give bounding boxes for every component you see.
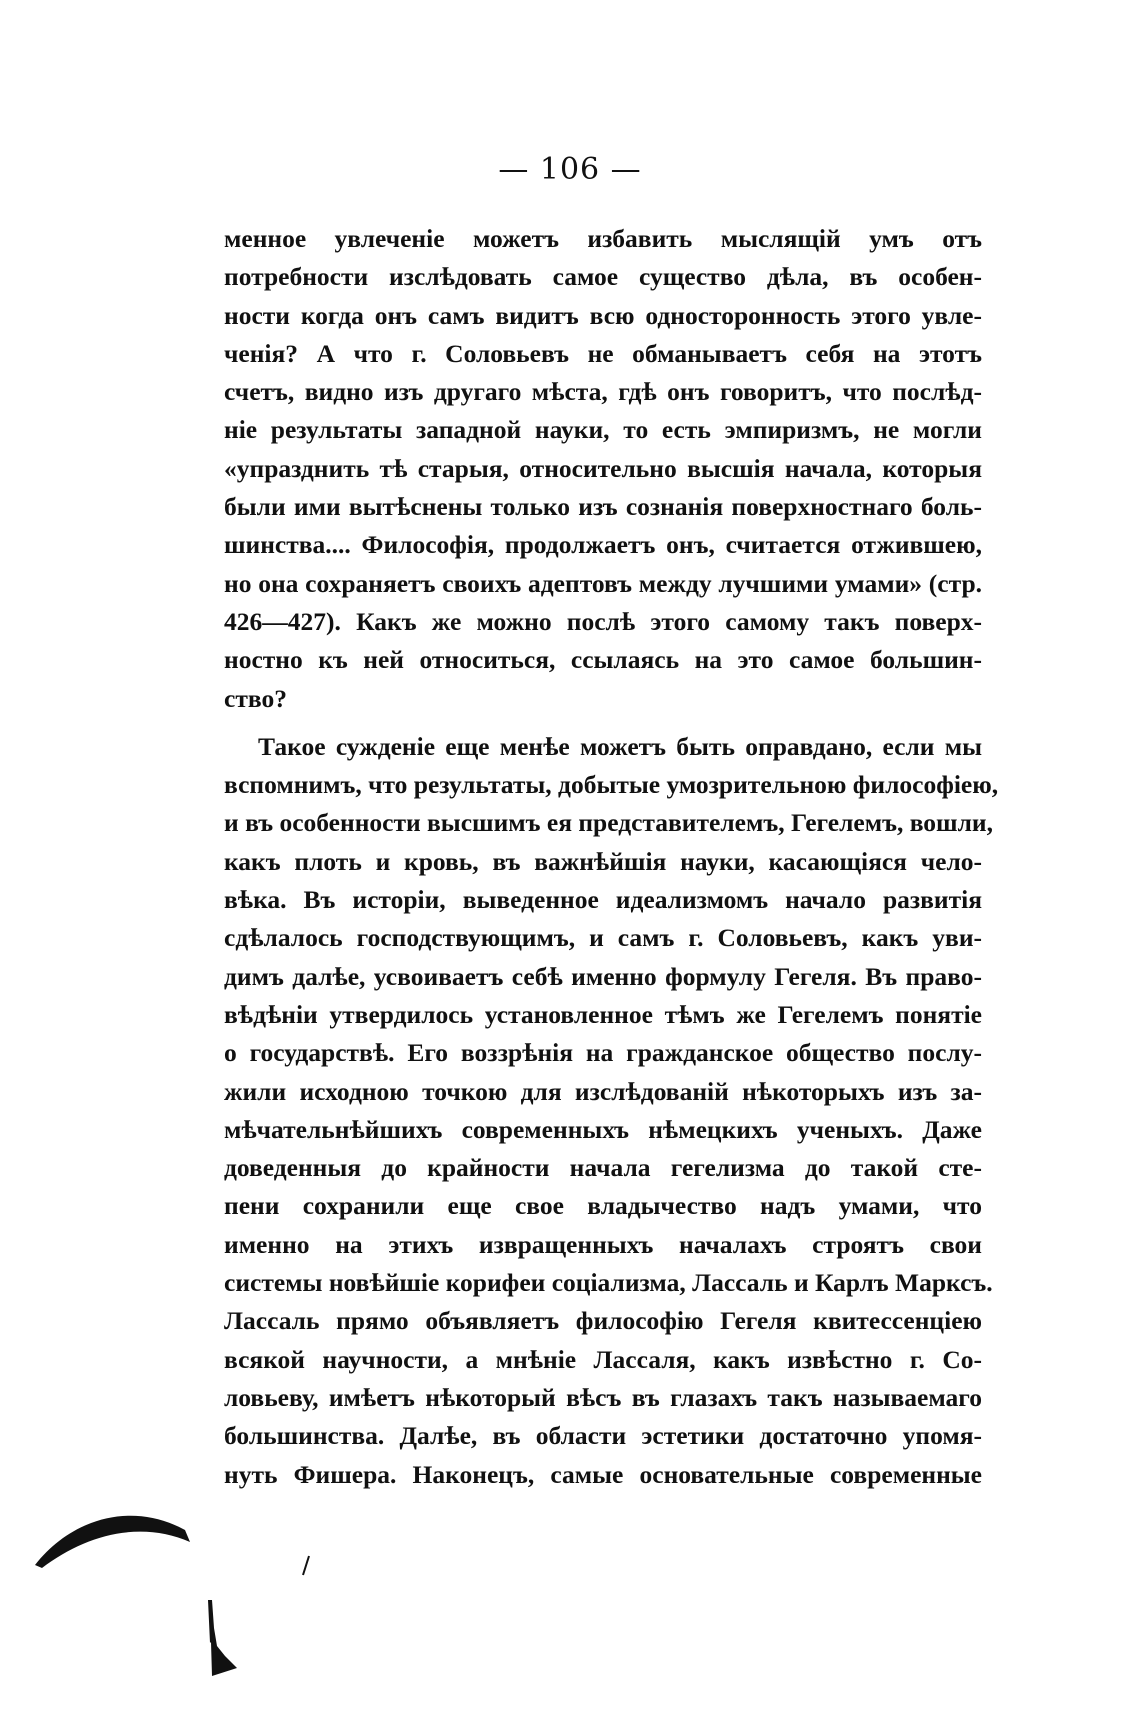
text-line: были ими вытѣснены только изъ сознанія поверхностнаго боль-: [224, 492, 982, 522]
text-line: о государствѣ. Его воззрѣнія на гражданское общество послу-: [224, 1038, 982, 1068]
text-line: Такое сужденіе еще менѣе можетъ быть оправдано, если мы: [258, 731, 982, 761]
text-line: но она сохраняетъ своихъ адептовъ между лучшими умами» (стр.: [224, 568, 982, 598]
text-line: мѣчательнѣйшихъ современныхъ нѣмецкихъ ученыхъ. Даже: [224, 1114, 982, 1144]
text-line: «упразднить тѣ старыя, относительно высшія начала, которыя: [224, 453, 982, 483]
text-line: ченія? А что г. Соловьевъ не обманываетъ себя на этотъ: [224, 338, 982, 368]
text-line: ловьеву, имѣетъ нѣкоторый вѣсъ въ глазахъ такъ называемаго: [224, 1382, 982, 1412]
scan-artifact-tick: [300, 1555, 312, 1577]
text-line: всякой научности, а мнѣніе Лассаля, какъ извѣстно г. Со-: [224, 1344, 982, 1374]
text-line: менное увлеченіе можетъ избавить мыслящій умъ отъ: [224, 224, 982, 253]
text-line: ніе результаты западной науки, то есть эмпиризмъ, не могли: [224, 415, 982, 445]
text-line: вспомнимъ, что результаты, добытые умозрительною философіею,: [224, 770, 999, 800]
text-line: ностно къ ней относиться, ссылаясь на это самое большин-: [224, 645, 982, 675]
text-line: нуть Фишера. Наконецъ, самые основательные современные: [224, 1459, 982, 1489]
text-line: и въ особенности высшимъ ея представителемъ, Гегелемъ, вошли,: [224, 808, 993, 838]
text-line: шинства.... Философія, продолжаетъ онъ, считается отжившею,: [224, 530, 982, 560]
text-line: счетъ, видно изъ другаго мѣста, гдѣ онъ говоритъ, что послѣд-: [224, 377, 982, 407]
text-line: ности когда онъ самъ видитъ всю односторонность этого увле-: [224, 300, 982, 330]
text-line: системы новѣйшіе корифеи соціализма, Лассаль и Карлъ Марксъ.: [224, 1268, 993, 1298]
text-line: потребности изслѣдовать самое существо дѣла, въ особен-: [224, 262, 982, 292]
text-line: ство?: [224, 683, 287, 713]
text-line: димъ далѣе, усвоиваетъ себѣ именно формулу Гегеля. Въ право-: [224, 961, 982, 991]
text-line: большинства. Далѣе, въ области эстетики достаточно упомя-: [224, 1421, 982, 1451]
page-number: — 106 —: [498, 152, 642, 187]
text-line: пени сохранили еще свое владычество надъ умами, что: [224, 1191, 982, 1221]
text-line: вѣдѣніи утвердилось установленное тѣмъ же Гегелемъ понятіе: [224, 999, 982, 1029]
text-line: жили исходною точкою для изслѣдованій нѣкоторыхъ изъ за-: [224, 1076, 982, 1106]
scan-artifact-corner: [205, 1598, 245, 1678]
text-line: Лассаль прямо объявляетъ философію Гегеля квитессенціею: [224, 1306, 982, 1336]
scan-artifact-arc: [30, 1490, 200, 1570]
text-line: доведенныя до крайности начала гегелизма до такой сте-: [224, 1153, 982, 1183]
text-line: вѣка. Въ исторіи, выведенное идеализмомъ начало развитія: [224, 885, 982, 915]
text-line: какъ плоть и кровь, въ важнѣйшія науки, касающіяся чело-: [224, 846, 982, 876]
text-line: 426—427). Какъ же можно послѣ этого самому такъ поверх-: [224, 606, 982, 636]
body-text: [224, 220, 999, 1494]
text-line: именно на этихъ извращенныхъ началахъ строятъ свои: [224, 1229, 982, 1259]
text-line: сдѣлалось господствующимъ, и самъ г. Соловьевъ, какъ уви-: [224, 923, 982, 953]
paragraph-gap: [224, 718, 982, 728]
